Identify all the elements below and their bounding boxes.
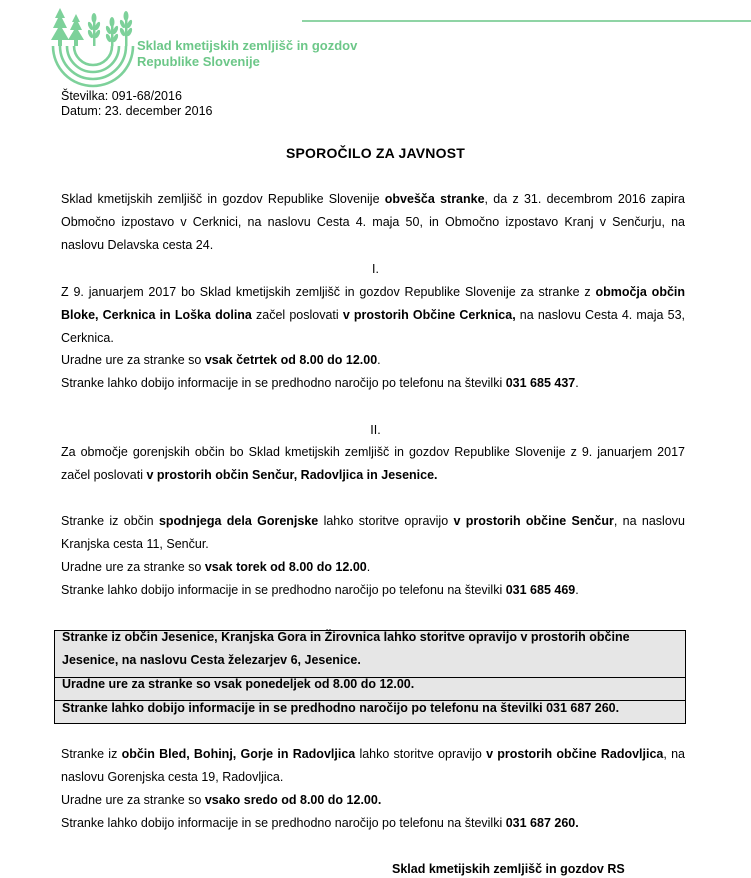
section2-paragraph: Za območje gorenjskih občin bo Sklad kmetijskih zemljišč in gozdov Republike Slovenije z 9. januarjem 2017 začel poslovati v prostorih občin Senčur, Radovljica in Jesenice.: [61, 445, 685, 482]
header-rule: [302, 20, 751, 22]
wheat-icon: [93, 20, 96, 46]
sencur-paragraph: Stranke iz občin spodnjega dela Gorenjske lahko storitve opravijo v prostorih občine Senčur, na naslovu Kranjska cesta 11, Senčur.: [61, 514, 685, 551]
org-name: [137, 38, 357, 70]
tree-icon: [51, 8, 69, 46]
logo-arc-2: [60, 46, 126, 79]
document-meta: [61, 89, 212, 119]
section-numeral-1: I.: [372, 262, 379, 276]
jesenice-paragraph: Stranke iz občin Jesenice, Kranjska Gora in Žirovnica lahko storitve opravijo v prostorih občine Jesenice, na naslovu Cesta železarjev 6, Jesenice.: [62, 630, 630, 667]
section-numeral-2: II.: [370, 423, 381, 437]
intro-paragraph: Sklad kmetijskih zemljišč in gozdov Republike Slovenije obvešča stranke, da z 31. decembrom 2016 zapira Območno izpostavo v Cerknici, na naslovu Cesta 4. maja 50, in Območno izpostavo Kranj v Senčurju, na naslovu Delavska cesta 24.: [61, 192, 685, 252]
bled-paragraph: Stranke iz občin Bled, Bohinj, Gorje in Radovljica lahko storitve opravijo v prostorih občine Radovljica, na naslovu Gorenjska cesta 19, Radovljica.: [61, 747, 685, 784]
wheat-icon: [125, 18, 128, 46]
wheat-icon: [111, 24, 114, 46]
page-title: SPOROČILO ZA JAVNOST: [285, 145, 465, 161]
document-number: Številka: 091-68/2016: [61, 89, 182, 103]
bled-hours: Uradne ure za stranke so vsako sredo od 8.00 do 12.00.: [61, 793, 382, 807]
jesenice-hours: Uradne ure za stranke so vsak ponedeljek od 8.00 do 12.00.: [62, 677, 415, 691]
logo-arc-4: [74, 46, 112, 65]
org-name-line2: Republike Slovenije: [137, 54, 260, 69]
org-logo: [47, 6, 139, 90]
tree-icon: [68, 14, 84, 46]
bled-phone: Stranke lahko dobijo informacije in se predhodno naročijo po telefonu na številki 031 687 260.: [61, 816, 579, 830]
sencur-phone: Stranke lahko dobijo informacije in se predhodno naročijo po telefonu na številki 031 685 469.: [61, 583, 579, 597]
signature: Sklad kmetijskih zemljišč in gozdov RS: [392, 862, 625, 876]
document-date: Datum: 23. december 2016: [61, 104, 213, 118]
section1-phone: Stranke lahko dobijo informacije in se predhodno naročijo po telefonu na številki 031 685 437.: [61, 376, 579, 390]
section1-hours: Uradne ure za stranke so vsak četrtek od 8.00 do 12.00.: [61, 353, 381, 367]
org-name-line1: Sklad kmetijskih zemljišč in gozdov: [137, 38, 358, 53]
section1-paragraph: Z 9. januarjem 2017 bo Sklad kmetijskih zemljišč in gozdov Republike Slovenije za stranke z območja občin Bloke, Cerknica in Loška dolina začel poslovati v prostorih Občine Cerknica, na naslovu Cesta 4. maja 53, Cerknica.: [61, 285, 686, 345]
jesenice-phone: Stranke lahko dobijo informacije in se predhodno naročijo po telefonu na številki 031 687 260.: [62, 701, 620, 715]
sencur-hours: Uradne ure za stranke so vsak torek od 8.00 do 12.00.: [61, 560, 371, 574]
